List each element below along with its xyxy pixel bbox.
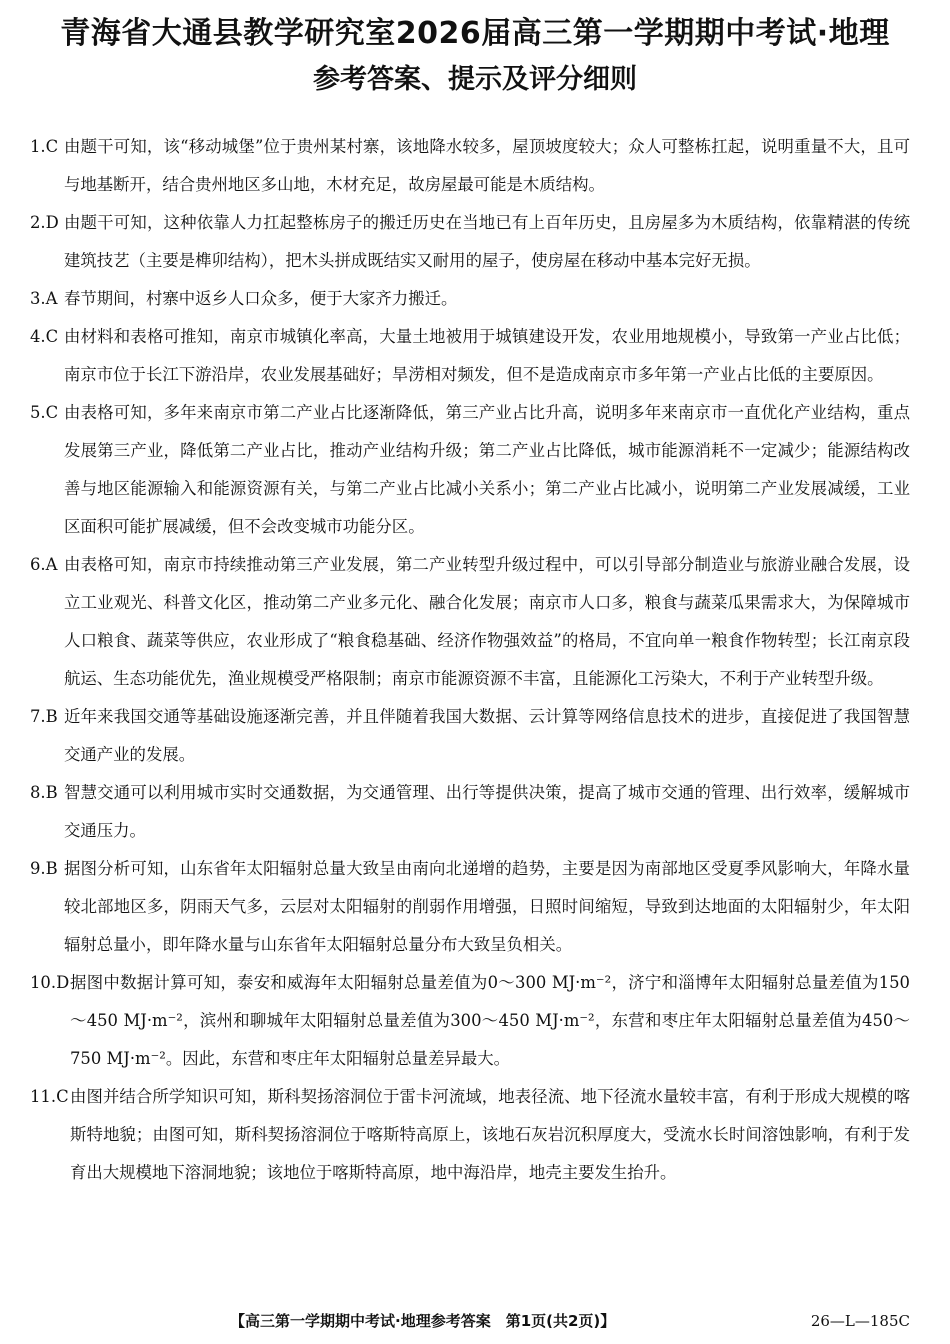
answer-number: 6.A: [30, 555, 58, 574]
answer-item-5: [30, 394, 910, 546]
answer-explanation: 由图并结合所学知识可知，斯科契扬溶洞位于雷卡河流域，地表径流、地下径流水量较丰富，有利于形成大规模的喀斯特地貌；由图可知，斯科契扬溶洞位于喀斯特高原上，该地石灰岩沉积厚度大，受流水长时间溶蚀影响，有利于发育出大规模地下溶洞地貌；该地位于喀斯特高原，地中海沿岸，地壳主要发生抬升。: [70, 1087, 910, 1182]
answer-item-2: [30, 204, 910, 280]
answer-explanation: 据图分析可知，山东省年太阳辐射总量大致呈由南向北递增的趋势，主要是因为南部地区受夏季风影响大，年降水量较北部地区多，阴雨天气多，云层对太阳辐射的削弱作用增强，日照时间缩短，导致到达地面的太阳辐射少，年太阳辐射总量小，即年降水量与山东省年太阳辐射总量分布大致呈负相关。: [64, 859, 910, 954]
answer-number: 3.A: [30, 289, 58, 308]
answer-explanation: 近年来我国交通等基础设施逐渐完善，并且伴随着我国大数据、云计算等网络信息技术的进步，直接促进了我国智慧交通产业的发展。: [64, 707, 910, 764]
answer-number: 5.C: [30, 403, 59, 422]
answer-explanation: 由题干可知，这种依靠人力扛起整栋房子的搬迁历史在当地已有上百年历史，且房屋多为木质结构，依靠精湛的传统建筑技艺（主要是榫卯结构），把木头拼成既结实又耐用的屋子，使房屋在移动中基本完好无损。: [64, 213, 910, 270]
page-title: 青海省大通县教学研究室2026届高三第一学期期中考试·地理: [60, 16, 890, 51]
answer-item-6: [30, 546, 910, 698]
answer-explanation: 由表格可知，多年来南京市第二产业占比逐渐降低，第三产业占比升高，说明多年来南京市一直优化产业结构，重点发展第三产业，降低第二产业占比，推动产业结构升级；第二产业占比降低，城市能源消耗不一定减少；能源结构改善与地区能源输入和能源资源有关，与第二产业占比减小关系小；第二产业占比减小，说明第二产业发展减缓，工业区面积可能扩展减缓，但不会改变城市功能分区。: [64, 403, 910, 536]
answer-item-7: [30, 698, 910, 774]
footer-code: 26—L—185C: [810, 1312, 910, 1330]
answer-number: 10.D: [30, 973, 70, 992]
answer-number: 11.C: [30, 1087, 69, 1106]
answer-item-3: [30, 280, 910, 318]
answer-explanation: 春节期间，村寨中返乡人口众多，便于大家齐力搬迁。: [64, 289, 458, 308]
footer-page-info: 【高三第一学期期中考试·地理参考答案 第1页(共2页)】: [230, 1312, 616, 1330]
answer-explanation: 据图中数据计算可知，泰安和威海年太阳辐射总量差值为0～300 MJ·m⁻²，济宁和淄博年太阳辐射总量差值为150～450 MJ·m⁻²，滨州和聊城年太阳辐射总量差值为300～450 MJ·m⁻²，东营和枣庄年太阳辐射总量差值为450～750 MJ·m⁻²。因此，东营和枣庄年太阳辐射总量差异最大。: [70, 973, 910, 1068]
answer-number: 7.B: [30, 707, 58, 726]
answer-item-10: [30, 964, 910, 1078]
answer-list: [30, 128, 910, 1192]
answer-explanation: 由材料和表格可推知，南京市城镇化率高，大量土地被用于城镇建设开发，农业用地规模小，导致第一产业占比低；南京市位于长江下游沿岸，农业发展基础好；旱涝相对频发，但不是造成南京市多年第一产业占比低的主要原因。: [64, 327, 910, 384]
answer-item-4: [30, 318, 910, 394]
answer-item-1: [30, 128, 910, 204]
answer-number: 9.B: [30, 859, 58, 878]
answer-number: 1.C: [30, 137, 59, 156]
answer-item-11: [30, 1078, 910, 1192]
answer-explanation: 智慧交通可以利用城市实时交通数据，为交通管理、出行等提供决策，提高了城市交通的管理、出行效率，缓解城市交通压力。: [64, 783, 910, 840]
page-subtitle: 参考答案、提示及评分细则: [313, 64, 637, 95]
answer-item-8: [30, 774, 910, 850]
answer-item-9: [30, 850, 910, 964]
answer-number: 4.C: [30, 327, 59, 346]
answer-number: 2.D: [30, 213, 59, 232]
answer-explanation: 由表格可知，南京市持续推动第三产业发展，第二产业转型升级过程中，可以引导部分制造业与旅游业融合发展，设立工业观光、科普文化区，推动第二产业多元化、融合化发展；南京市人口多，粮食与蔬菜瓜果需求大，为保障城市人口粮食、蔬菜等供应，农业形成了“粮食稳基础、经济作物强效益”的格局，不宜向单一粮食作物转型；长江南京段航运、生态功能优先，渔业规模受严格限制；南京市能源资源不丰富，且能源化工污染大，不利于产业转型升级。: [64, 555, 910, 688]
answer-number: 8.B: [30, 783, 58, 802]
answer-explanation: 由题干可知，该“移动城堡”位于贵州某村寨，该地降水较多，屋顶坡度较大；众人可整栋扛起，说明重量不大，且可与地基断开，结合贵州地区多山地，木材充足，故房屋最可能是木质结构。: [64, 137, 910, 194]
page-footer: [0, 1306, 950, 1336]
